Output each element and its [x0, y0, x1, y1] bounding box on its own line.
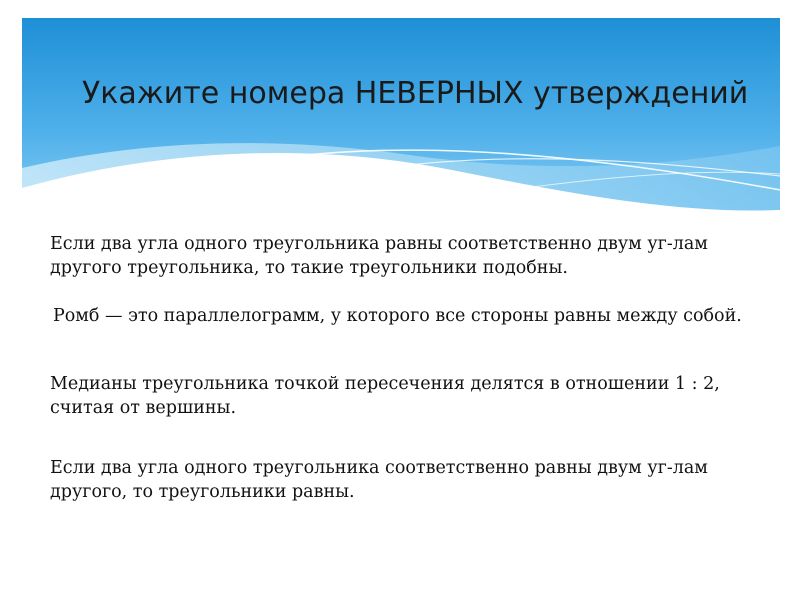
statement-4: Если два угла одного треугольника соответственно равны двум уг-лам другого, то треугольники равны.	[50, 458, 708, 502]
page-title: Укажите номера НЕВЕРНЫХ утверждений	[82, 76, 749, 111]
statement-2: Ромб — это параллелограмм, у которого все стороны равны между собой.	[53, 306, 742, 326]
statement-3: Медианы треугольника точкой пересечения делятся в отношении 1 : 2, считая от вершины.	[50, 374, 720, 418]
wave-background	[22, 18, 780, 224]
header-banner	[22, 18, 780, 224]
statement-1: Если два угла одного треугольника равны соответственно двум уг-лам другого треугольника, то такие треугольники подобны.	[50, 234, 708, 278]
